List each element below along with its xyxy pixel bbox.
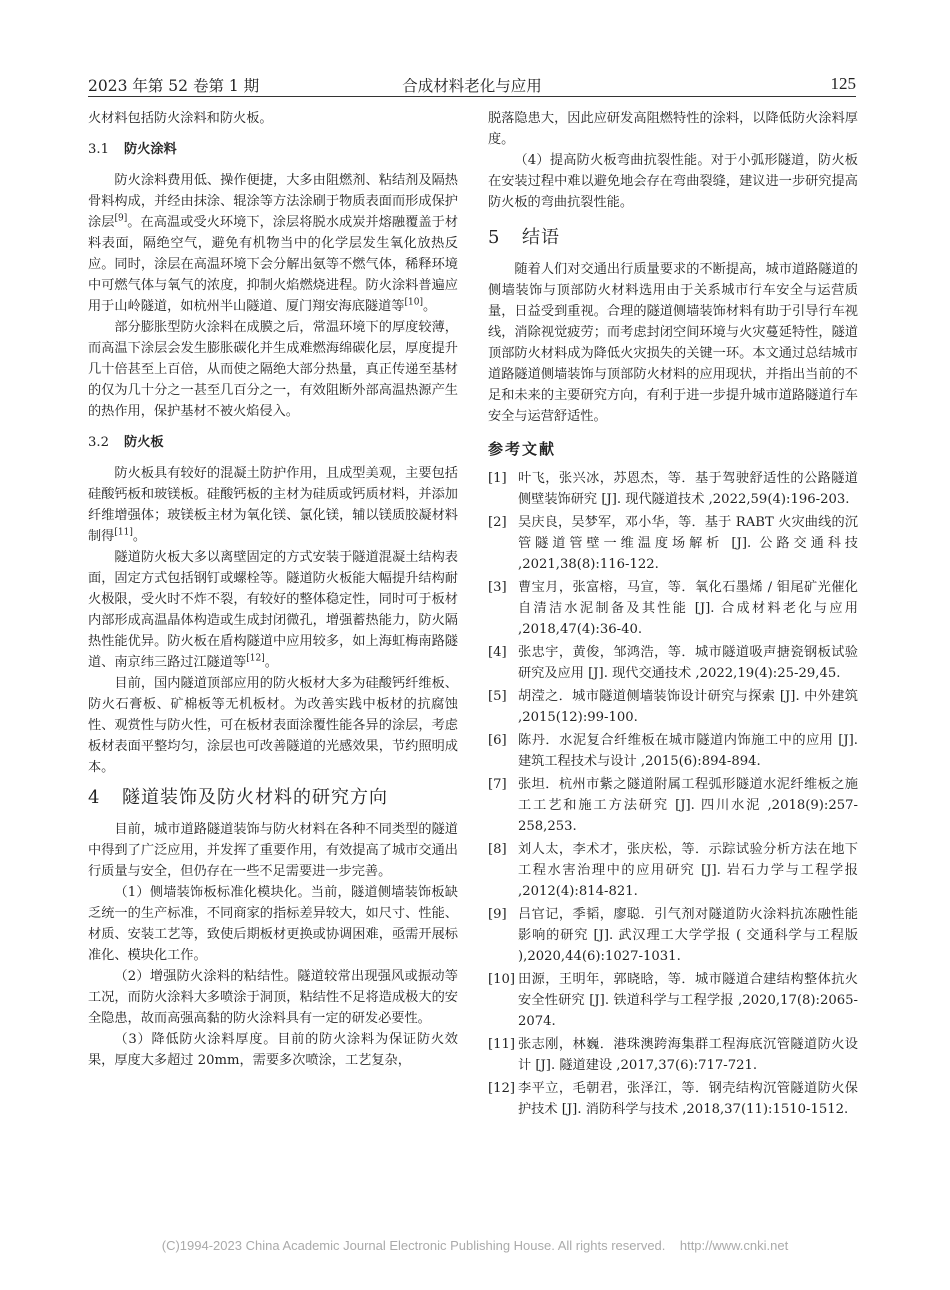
reference-item: [11] 张志刚，林巍．港珠澳跨海集群工程海底沉管隧道防火设计 [J]. 隧道建设 ,2017,37(6):717-721. [488, 1037, 858, 1073]
citation[interactable]: [9] [114, 213, 128, 224]
intro-paragraph: 火材料包括防火涂料和防火板。 [88, 111, 273, 126]
reference-item: [5] 胡滢之．城市隧道侧墙装饰设计研究与探索 [J]. 中外建筑 ,2015(12):99-100. [488, 689, 858, 725]
reference-item: [1] 叶飞，张兴冰，苏恩杰，等．基于驾驶舒适性的公路隧道侧壁装饰研究 [J]. 现代隧道技术 ,2022,59(4):196-203. [488, 471, 858, 507]
section-number: 3.1 [88, 142, 109, 157]
reference-item: [10] 田源，王明年，郭晓晗，等．城市隧道合建结构整体抗火安全性研究 [J]. 铁道科学与工程学报 ,2020,17(8):2065-2074. [488, 972, 858, 1029]
paragraph: （4）提高防火板弯曲抗裂性能。对于小弧形隧道，防火板在安装过程中难以避免地会存在弯曲裂缝，建议进一步研究提高防火板的弯曲抗裂性能。 [488, 153, 858, 210]
section-title: 防火涂料 [124, 142, 177, 157]
paragraph-continued: 脱落隐患大，因此应研发高阻燃特性的涂料，以降低防火涂料厚度。 [488, 111, 858, 147]
paragraph: 部分膨胀型防火涂料在成膜之后，常温环境下的厚度较薄，而高温下涂层会发生膨胀碳化并生成难燃海绵碳化层，厚度提升几十倍甚至上百倍，从而使之隔绝大部分热量，真正传递至基材的仅为几十分之一甚至几百分之一，有效阻断外部高温热源产生的热作用，保护基材不被火焰侵入。 [88, 320, 458, 419]
right-column [488, 108, 858, 1122]
section-number: 3.2 [88, 435, 109, 450]
copyright-footer: (C)1994-2023 China Academic Journal Electronic Publishing House. All rights reserved. http://www.cnki.net [161, 1238, 789, 1253]
reference-item: [12] 李平立，毛朝君，张泽江，等．钢壳结构沉管隧道防火保护技术 [J]. 消防科学与技术 ,2018,37(11):1510-1512. [488, 1081, 858, 1117]
reference-list [488, 468, 858, 1120]
paragraph: 隧道防火板大多以离壁固定的方式安装于隧道混凝土结构表面，固定方式包括钢钉或螺栓等。隧道防火板能大幅提升结构耐火极限，受火时不炸不裂，有较好的整体稳定性，同时可于板材内部形成高温晶体构造或生成封闭微孔，增强蓄热能力，防火隔热性能优异。防火板在盾构隧道中应用较多，如上海虹梅南路隧道、南京纬三路过江隧道等[12]。 [88, 550, 458, 670]
left-column [88, 108, 458, 1071]
citation[interactable]: [11] [114, 527, 133, 538]
section-3-1-heading [88, 139, 458, 160]
reference-item: [9] 吕官记，季韬，廖聪．引气剂对隧道防火涂料抗冻融性能影响的研究 [J]. 武汉理工大学学报 ( 交通科学与工程版 ),2020,44(6):1027-1031. [488, 907, 858, 964]
section-3-2-heading [88, 432, 458, 453]
page-header [88, 70, 856, 97]
reference-item: [3] 曹宝月，张富榕，马宣，等．氧化石墨烯 / 钼尾矿光催化自清洁水泥制备及其性能 [J]. 合成材料老化与应用 ,2018,47(4):36-40. [488, 580, 858, 637]
paragraph: 随着人们对交通出行质量要求的不断提高，城市道路隧道的侧墙装饰与顶部防火材料选用由于关系城市行车安全与运营质量，日益受到重视。合理的隧道侧墙装饰材料有助于引导行车视线，消除视觉疲劳；而考虑封闭空间环境与火灾蔓延特性，隧道顶部防火材料成为降低火灾损失的关键一环。本文通过总结城市道路隧道侧墙装饰与顶部防火材料的应用现状，并指出当前的不足和未来的主要研究方向，有利于进一步提升城市道路隧道行车安全与运营舒适性。 [488, 262, 858, 424]
paragraph: 目前，国内隧道顶部应用的防火板材大多为硅酸钙纤维板、防火石膏板、矿棉板等无机板材。为改善实践中板材的抗腐蚀性、观赏性与防火性，可在板材表面涂覆性能各异的涂层，考虑板材表面平整均匀，涂层也可改善隧道的光感效果，节约照明成本。 [88, 676, 458, 775]
citation[interactable]: [10] [404, 297, 423, 308]
section-number: 4 [88, 787, 101, 808]
reference-item: [8] 刘人太，李术才，张庆松，等．示踪试验分析方法在地下工程水害治理中的应用研究 [J]. 岩石力学与工程学报 ,2012(4):814-821. [488, 842, 858, 899]
section-4-heading [88, 787, 458, 808]
section-title: 隧道装饰及防火材料的研究方向 [122, 787, 388, 808]
page-number: 125 [830, 74, 856, 93]
reference-item: [7] 张坦．杭州市紫之隧道附属工程弧形隧道水泥纤维板之施工工艺和施工方法研究 [J]. 四川水泥 ,2018(9):257-258,253. [488, 777, 858, 834]
paragraph: （1）侧墙装饰板标准化模块化。当前，隧道侧墙装饰板缺乏统一的生产标准，不同商家的指标差异较大，如尺寸、性能、材质、安装工艺等，致使后期板材更换或协调困难，亟需开展标准化、模块化工作。 [88, 885, 458, 963]
paragraph: 目前，城市道路隧道装饰与防火材料在各种不同类型的隧道中得到了广泛应用，并发挥了重要作用，有效提高了城市交通出行质量与安全，但仍存在一些不足需要进一步完善。 [88, 822, 458, 879]
citation[interactable]: [12] [246, 653, 265, 664]
section-title: 防火板 [124, 435, 164, 450]
journal-title: 合成材料老化与应用 [402, 77, 542, 95]
section-title: 结语 [522, 227, 560, 248]
paragraph: 防火涂料费用低、操作便捷，大多由阻燃剂、粘结剂及隔热骨料构成，并经由抹涂、辊涂等方法涂刷于物质表面而形成保护涂层[9]。在高温或受火环境下，涂层将脱水成炭并熔融覆盖于材料表面，隔绝空气，避免有机物当中的化学层发生氧化放热反应。同时，涂层在高温环境下会分解出氨等不燃气体，稀释环境中可燃气体与氧气的浓度，抑制火焰燃烧进程。防火涂料普遍应用于山岭隧道，如杭州半山隧道、厦门翔安海底隧道等[10]。 [88, 173, 459, 314]
paragraph: （3）降低防火涂料厚度。目前的防火涂料为保证防火效果，厚度大多超过 20mm，需要多次喷涂，工艺复杂， [88, 1032, 458, 1068]
reference-item: [2] 吴庆良，吴梦军，邓小华，等．基于 RABT 火灾曲线的沉管隧道管壁一维温度场解析 [J]. 公路交通科技 ,2021,38(8):116-122. [488, 515, 858, 572]
reference-item: [4] 张忠宇，黄俊，邹鸿浩，等．城市隧道吸声搪瓷钢板试验研究及应用 [J]. 现代交通技术 ,2022,19(4):25-29,45. [488, 645, 858, 681]
paragraph: 防火板具有较好的混凝土防护作用，且成型美观，主要包括硅酸钙板和玻镁板。硅酸钙板的主材为硅质或钙质材料，并添加纤维增强体；玻镁板主材为氧化镁、氯化镁，辅以镁质胶凝材料制得[11]。 [88, 466, 458, 544]
journal-issue: 2023 年第 52 卷第 1 期 [88, 77, 260, 95]
section-5-heading [488, 227, 858, 248]
reference-item: [6] 陈丹．水泥复合纤维板在城市隧道内饰施工中的应用 [J]. 建筑工程技术与设计 ,2015(6):894-894. [488, 733, 858, 769]
paragraph: （2）增强防火涂料的粘结性。隧道较常出现强风或振动等工况，而防火涂料大多喷涂于洞顶，粘结性不足将造成极大的安全隐患，故而高强高黏的防火涂料具有一定的研发必要性。 [88, 969, 458, 1026]
section-number: 5 [488, 227, 501, 248]
references-heading: 参考文献 [488, 440, 557, 458]
